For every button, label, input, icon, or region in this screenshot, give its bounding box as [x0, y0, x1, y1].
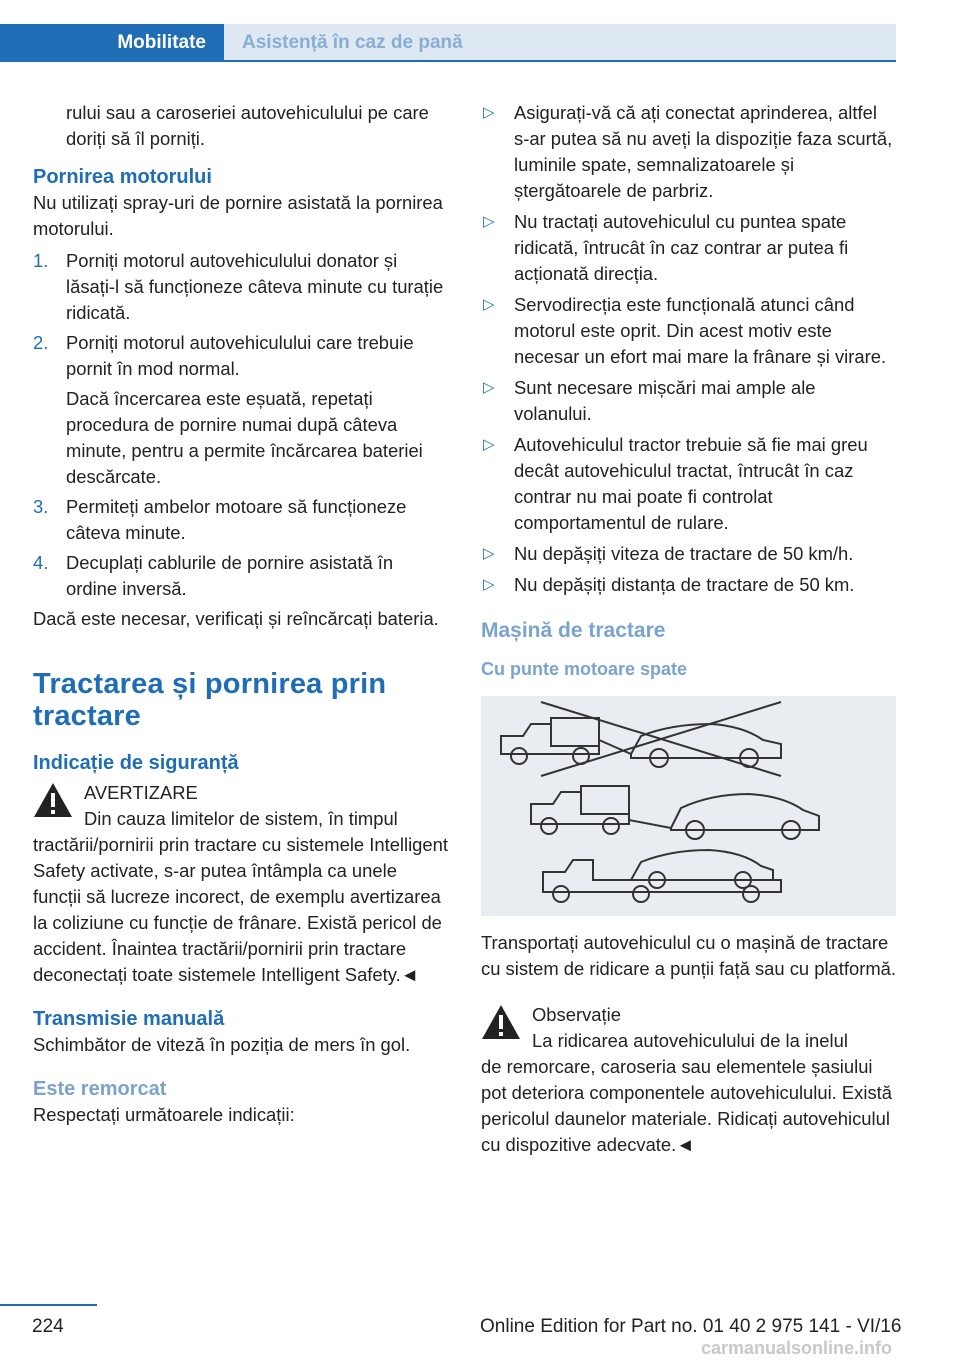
bullet-text: Nu depășiți distanța de tractare de 50 km.	[514, 574, 855, 595]
edition-text: Online Edition for Part no. 01 40 2 975 141 - VI/16	[480, 1316, 902, 1337]
transport-text: Transportați autovehiculul cu o mașină de tractare cu sistem de ridicare a punții față sau cu platformă.	[481, 932, 897, 979]
triangle-bullet-icon: ▷	[483, 545, 495, 562]
step-item-2	[33, 330, 448, 490]
tow-truck-illustration	[481, 696, 896, 916]
triangle-bullet-icon: ▷	[483, 104, 495, 121]
tow-truck-heading: Mașină de tractare	[481, 619, 666, 642]
towing-heading: Tractarea și pornirea prin tractare	[33, 668, 387, 732]
bullet-item	[481, 541, 896, 567]
step-extra-text: Dacă încercarea este eșuată, repetați procedura de pornire numai după câteva minute, pentru a permite încărcarea bateriei descărcate.	[66, 388, 423, 487]
step-item-4	[33, 550, 448, 602]
bullet-item	[481, 292, 896, 370]
intro-continued-text: rului sau a caroseriei autovehiculului pe care doriți să îl porniți.	[66, 102, 429, 149]
warning-text: tractării/pornirii prin tractare cu sistemele Intelligent Safety activate, s-ar putea întâmpla ca unele funcții să lucreze incorect, de exemplu avertizarea la coliziune cu funcție de frânare. Există pericol de accident. Înaintea tractării/pornirii prin tractare deconectați toate sistemele Intelligent Safety.◄	[33, 834, 448, 985]
triangle-bullet-icon: ▷	[483, 213, 495, 230]
safety-heading: Indicație de siguranță	[33, 752, 239, 774]
step-item-3	[33, 494, 448, 546]
bullet-text: Asigurați-vă că ați conectat aprinderea, altfel s-ar putea să nu aveți la dispoziție faza scurtă, luminile spate, semnalizatoarele și ștergătoarele de parbriz.	[514, 102, 893, 201]
after-steps-text: Dacă este necesar, verificați și reîncărcați bateria.	[33, 608, 439, 629]
step-number: 2.	[33, 332, 49, 353]
start-steps-list	[33, 248, 448, 602]
page-footer	[0, 1300, 960, 1362]
manual-transmission-text: Schimbător de viteză în poziția de mers în gol.	[33, 1034, 411, 1055]
bullet-item	[481, 375, 896, 427]
step-text: Decuplați cablurile de pornire asistată în ordine inversă.	[66, 552, 394, 599]
bullet-item	[481, 572, 896, 598]
warning-text-first-line: Din cauza limitelor de sistem, în timpul	[84, 808, 398, 829]
bullet-item	[481, 100, 896, 204]
towing-notes-list	[481, 100, 896, 598]
step-item-1	[33, 248, 448, 326]
bullet-item	[481, 432, 896, 536]
manual-transmission-heading: Transmisie manuală	[33, 1008, 225, 1030]
bullet-text: Servodirecția este funcțională atunci când motorul este oprit. Din acest motiv este necesar un efort mai mare la frânare și virare.	[514, 294, 887, 367]
step-text: Porniți motorul autovehiculului donator și lăsați-l să funcționeze câteva minute cu turație ridicată.	[66, 250, 444, 323]
tow-trucks-figure-icon	[481, 696, 896, 916]
warning-title: AVERTIZARE	[84, 782, 198, 803]
note-title: Observație	[532, 1004, 621, 1025]
note-text: de remorcare, caroseria sau elementele șasiului pot deteriora componentele autovehiculului. Există pericolul daunelor materiale. Ridicați autovehiculul cu dispozitive adecvate.◄	[481, 1056, 892, 1155]
start-engine-text: Nu utilizați spray-uri de pornire asistată la pornirea motorului.	[33, 192, 443, 239]
right-column	[481, 100, 896, 1158]
bullet-text: Sunt necesare mișcări mai ample ale volanului.	[514, 377, 816, 424]
warning-triangle-icon	[33, 782, 73, 818]
left-column	[33, 100, 448, 1128]
footer-rule	[0, 1304, 97, 1306]
triangle-bullet-icon: ▷	[483, 296, 495, 313]
triangle-bullet-icon: ▷	[483, 576, 495, 593]
section-tab-breakdown-assistance[interactable]: Asistență în caz de pană	[224, 24, 896, 62]
triangle-bullet-icon: ▷	[483, 379, 495, 396]
bullet-text: Nu tractați autovehiculul cu puntea spate ridicată, întrucât în caz contrar ar putea fi acționată direcția.	[514, 211, 849, 284]
warning-block	[33, 780, 448, 988]
page-header	[0, 0, 960, 62]
bullet-text: Autovehiculul tractor trebuie să fie mai greu decât autovehiculul tractat, întrucât în caz contrar nu mai poate fi controlat comportamentul de rulare.	[514, 434, 868, 533]
watermark-text: carmanualsonline.info	[701, 1338, 893, 1358]
section-tab-mobilitate[interactable]: Mobilitate	[0, 24, 224, 62]
step-number: 3.	[33, 496, 49, 517]
bullet-text: Nu depășiți viteza de tractare de 50 km/h.	[514, 543, 854, 564]
being-towed-heading: Este remorcat	[33, 1078, 167, 1100]
header-rule	[224, 60, 896, 62]
step-text: Porniți motorul autovehiculului care trebuie pornit în mod normal.	[66, 332, 414, 379]
triangle-bullet-icon: ▷	[483, 436, 495, 453]
tow-truck-subheading: Cu punte motoare spate	[481, 659, 688, 679]
note-text-first-line: La ridicarea autovehiculului de la inelul	[532, 1030, 848, 1051]
step-number: 4.	[33, 552, 49, 573]
start-engine-heading: Pornirea motorului	[33, 166, 212, 188]
step-text: Permiteți ambelor motoare să funcționeze câteva minute.	[66, 496, 407, 543]
step-number: 1.	[33, 250, 49, 271]
page-number: 224	[32, 1316, 64, 1337]
being-towed-text: Respectați următoarele indicații:	[33, 1104, 295, 1125]
warning-triangle-icon	[481, 1004, 521, 1040]
bullet-item	[481, 209, 896, 287]
note-block	[481, 1002, 896, 1158]
